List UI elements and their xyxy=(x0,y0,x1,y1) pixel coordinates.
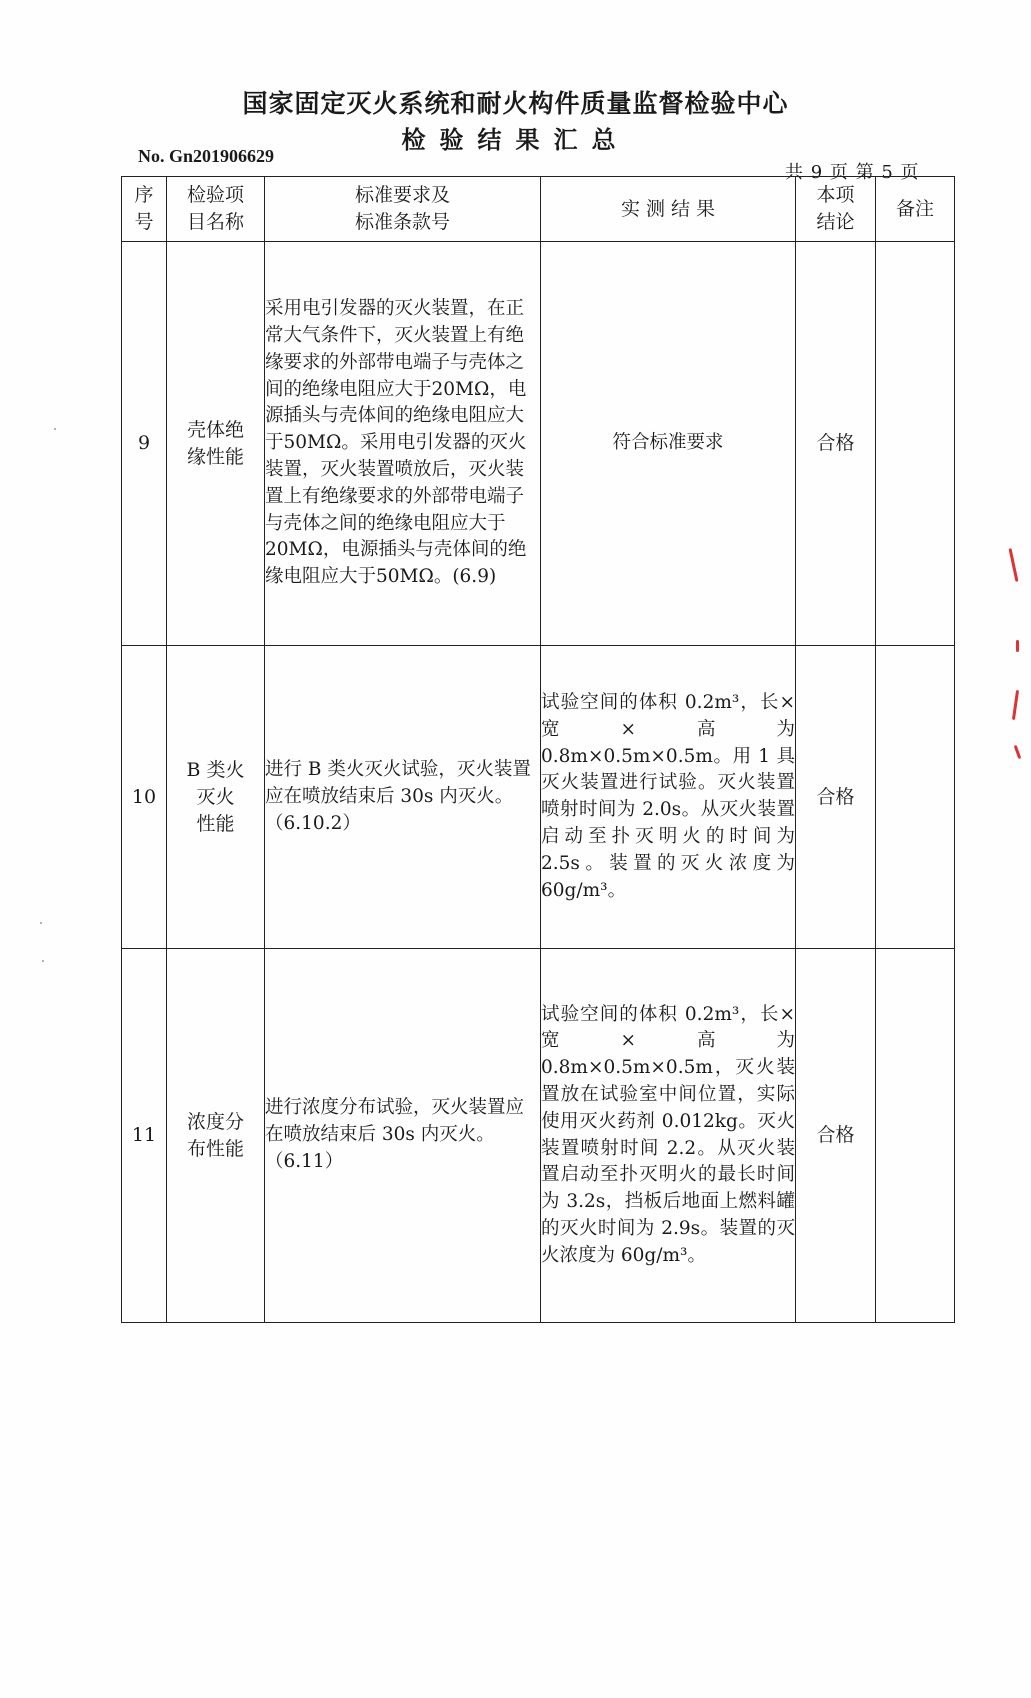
col-header-remark: 备注 xyxy=(876,177,955,242)
row-number: 9 xyxy=(122,242,167,646)
page-info: 共 9 页 第 5 页 xyxy=(785,162,919,183)
scan-speck xyxy=(42,960,44,962)
seal-mark xyxy=(1008,548,1018,582)
col-header-conclusion: 本项 结论 xyxy=(796,177,876,242)
col-header-item: 检验项 目名称 xyxy=(167,177,265,242)
row-number: 11 xyxy=(122,949,167,1323)
row-requirement: 采用电引发器的灭火装置，在正常大气条件下，灭火装置上有绝缘要求的外部带电端子与壳体之间的绝缘电阻应大于20MΩ，电源插头与壳体间的绝缘电阻应大于50MΩ。采用电引发器的灭火装置，灭火装置喷放后，灭火装置上有绝缘要求的外部带电端子与壳体之间的绝缘电阻应大于20MΩ，电源插头与壳体间的绝缘电阻应大于50MΩ。(6.9) xyxy=(265,242,541,646)
row-remark xyxy=(876,646,955,949)
doc-title: 检验结果汇总 xyxy=(401,126,630,154)
table-row xyxy=(122,646,955,949)
row-result: 试验空间的体积 0.2m³，长×宽×高为 0.8m×0.5m×0.5m。用 1 具灭火装置进行试验。灭火装置喷射时间为 2.0s。从灭火装置启动至扑灭明火的时间为 2.5s。装置的灭火浓度为 60g/m³。 xyxy=(541,646,796,949)
row-number: 10 xyxy=(122,646,167,949)
table-header-row xyxy=(122,177,955,242)
table-row xyxy=(122,242,955,646)
row-conclusion: 合格 xyxy=(796,242,876,646)
results-table xyxy=(121,176,955,1323)
seal-mark xyxy=(1014,745,1022,759)
row-conclusion: 合格 xyxy=(796,949,876,1323)
row-item-name: 壳体绝 缘性能 xyxy=(167,242,265,646)
seal-mark xyxy=(1016,640,1019,652)
row-conclusion: 合格 xyxy=(796,646,876,949)
report-number: No. Gn201906629 xyxy=(138,146,275,166)
row-result: 符合标准要求 xyxy=(541,242,796,646)
scan-speck xyxy=(40,922,42,924)
scan-speck xyxy=(54,428,56,430)
row-requirement: 进行浓度分布试验，灭火装置应在喷放结束后 30s 内灭火。（6.11） xyxy=(265,949,541,1323)
row-result: 试验空间的体积 0.2m³，长×宽×高为 0.8m×0.5m×0.5m，灭火装置放在试验室中间位置，实际使用灭火药剂 0.012kg。灭火装置喷射时间 2.2。从灭火装置启动至扑灭明火的最长时间为 3.2s，挡板后地面上燃料罐的灭火时间为 2.9s。装置的灭火浓度为 60g/m³。 xyxy=(541,949,796,1323)
col-header-requirement: 标准要求及 标准条款号 xyxy=(265,177,541,242)
row-item-name: 浓度分 布性能 xyxy=(167,949,265,1323)
col-header-result: 实 测 结 果 xyxy=(541,177,796,242)
seal-mark xyxy=(1012,690,1019,720)
row-remark xyxy=(876,949,955,1323)
row-requirement: 进行 B 类火灭火试验，灭火装置应在喷放结束后 30s 内灭火。（6.10.2） xyxy=(265,646,541,949)
row-remark xyxy=(876,242,955,646)
row-item-name: B 类火 灭火 性能 xyxy=(167,646,265,949)
org-title: 国家固定灭火系统和耐火构件质量监督检验中心 xyxy=(242,89,789,118)
table-row xyxy=(122,949,955,1323)
col-header-no: 序 号 xyxy=(122,177,167,242)
